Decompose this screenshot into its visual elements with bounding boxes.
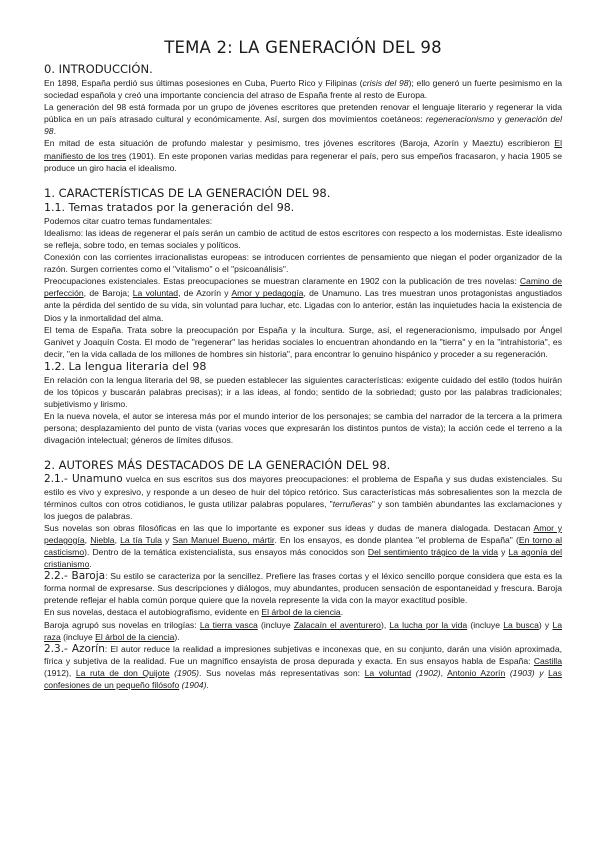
intro-paragraph-2: La generación del 98 está formada por un grupo de jóvenes escritores que pretenden renovar el lenguaje literario y regenerar la vida pública en un país atrasado cultural y económicamente. Así, surgen dos movimientos coetáneos: regeneracionismo y generación del 98. — [44, 102, 562, 137]
document-title: TEMA 2: LA GENERACIÓN DEL 98 — [164, 38, 442, 57]
theme-espana: El tema de España. Trata sobre la preocupación por España y la incultura. Surge, así, el regeneracionismo, impulsado por Ángel Ganivet y Joaquín Costa. El modo de "regenerar" las heridas sociales lo encuentran ahondando en la "tierra" y en la "intrahistoria", es decir, "en la vida callada de los millones de hombres sin historia", para encontrar lo genuino hispánico y proceder a su regeneración. — [44, 324, 562, 359]
theme-preocupaciones: Preocupaciones existenciales. Estas preocupaciones se muestran claramente en 1902 con la publicación de tres novelas: Camino de perfección, de Baroja; La voluntad, de Azorín y Amor y pedagogía, de Unamuno. Las tres muestran unos protagonistas angustiados ante la pérdida del sentido de su vida, sin voluntad para luchar, etc. Ligadas con lo anterior, están las inquietudes hacia la existencia de Dios y la inmortalidad del alma. — [44, 276, 563, 323]
subsection-1-2-heading: 1.2. La lengua literaria del 98 — [44, 359, 207, 373]
section-2-heading: 2. AUTORES MÁS DESTACADOS DE LA GENERACIÓN DEL 98. — [44, 458, 391, 473]
novela-paragraph: En la nueva novela, el autor se interesa más por el mundo interior de los personajes; se cambia del narrador de la tercera a la primera persona; desplazamiento del punto de vista (varias voces que expresarán los distintos puntos de vista); la acción cede el terreno a la divagación intelectual; géneros de límites difusos. — [44, 411, 562, 446]
lengua-paragraph: En relación con la lengua literaria del 98, se pueden establecer las siguientes características: exigente cuidado del estilo (todos huirán de los tópicos y buscarán palabras precisas); ir a las ideas, al fondo; sentido de la sobriedad; gusto por las palabras tradicionales; subjetivismo y lirismo. — [44, 374, 562, 410]
theme-idealismo: Idealismo: las ideas de regenerar el país serán un cambio de actitud de estos escritores con respecto a los modernistas. Este idealismo se refleja, sobre todo, en temas sociales y políticos. — [44, 227, 562, 250]
intro-paragraph-3: En mitad de esta situación de profundo malestar y pesimismo, tres jóvenes escritores (Baroja, Azorín y Maeztu) escribieron El manifiesto de los tres (1901). En este proponen varias medidas para regenerar el país, pero sus empeños fracasaron, y hacia 1905 se produce un giro hacia el idealismo. — [44, 138, 563, 173]
baroja-paragraph-3: Baroja agrupó sus novelas en trilogías: La tierra vasca (incluye Zalacaín el aventurero), La lucha por la vida (incluye La busca) y La raza (incluye El árbol de la ciencia). — [44, 619, 562, 642]
baroja-paragraph-2: En sus novelas, destaca el autobiografismo, evidente en El árbol de la ciencia. — [44, 607, 344, 618]
azorin-label: 2.3.- Azorín — [44, 642, 105, 655]
unamuno-paragraph-1: 2.1.- Unamuno vuelca en sus escritos sus dos mayores preocupaciones: el problema de España y sus dudas existenciales. Su estilo es vivo y expresivo, y responde a un deseo de huir del tópico retórico. Sus características más sobresalientes son la mezcla de términos cultos con otros cotidianos, le gusta utilizar palabras populares, "terruñeras" y son también abundantes las exclamaciones y los juegos de palabras. — [44, 473, 562, 521]
intro-heading: 0. INTRODUCCIÓN. — [44, 62, 153, 76]
unamuno-label: 2.1.- Unamuno — [44, 473, 123, 486]
subsection-1-1-heading: 1.1. Temas tratados por la generación del 98. — [44, 200, 295, 214]
azorin-paragraph: 2.3.- Azorín: El autor reduce la realidad a impresiones subjetivas e inconexas que, en su conjunto, darán una visión aproximada, fírica y subjetiva de la realidad. Fue un magnífico ensayista de prosa depurada y exacta. En sus ensayos habla de España: Castilla (1912), La ruta de don Quijote (1905). Sus novelas más representativas son: La voluntad (1902), Antonio Azorín (1903) y Las confesiones de un pequeño filósofo (1904). — [44, 642, 562, 691]
unamuno-paragraph-2: Sus novelas son obras filosóficas en las que lo importante es exponer sus ideas y dudas de manera dialogada. Destacan Amor y pedagogía, Niebla, La tía Tula y San Manuel Bueno, mártir. En los ensayos, es donde plantea "el problema de España" (En torno al casticismo). Dentro de la temática existencialista, sus ensayos más conocidos son Del sentimiento trágico de la vida y La agonía del cristianismo. — [44, 522, 562, 570]
baroja-label: 2.2.- Baroja — [44, 570, 106, 583]
document-page — [44, 38, 562, 691]
intro-paragraph-1: En 1898, España perdió sus últimas posesiones en Cuba, Puerto Rico y Filipinas (crisis del 98); ello generó un fuerte pesimismo en la sociedad española y creó una importante conciencia del atraso de España frente al resto de Europa. — [44, 78, 562, 101]
theme-conexion: Conexión con las corrientes irracionalistas europeas: se introducen corrientes de pensamiento que niegan el poder organizador de la razón. Surgen corrientes como el "vitalismo" o el "psicoanálisis". — [44, 252, 562, 275]
section-1-heading: 1. CARACTERÍSTICAS DE LA GENERACIÓN DEL 98. — [44, 185, 331, 200]
themes-lead: Podemos citar cuatro temas fundamentales: — [44, 215, 213, 226]
baroja-paragraph-1: 2.2.- Baroja: Su estilo se caracteriza por la sencillez. Prefiere las frases cortas y el léxico sencillo porque considera que esta es la forma normal de expresarse. Sus descripciones y diálogos, muy abundantes, producen sensación de espontaneidad y frescura. Baroja pretende reflejar el habla común porque quiere que la novela represente la vida con la mayor exactitud posible. — [44, 570, 562, 606]
